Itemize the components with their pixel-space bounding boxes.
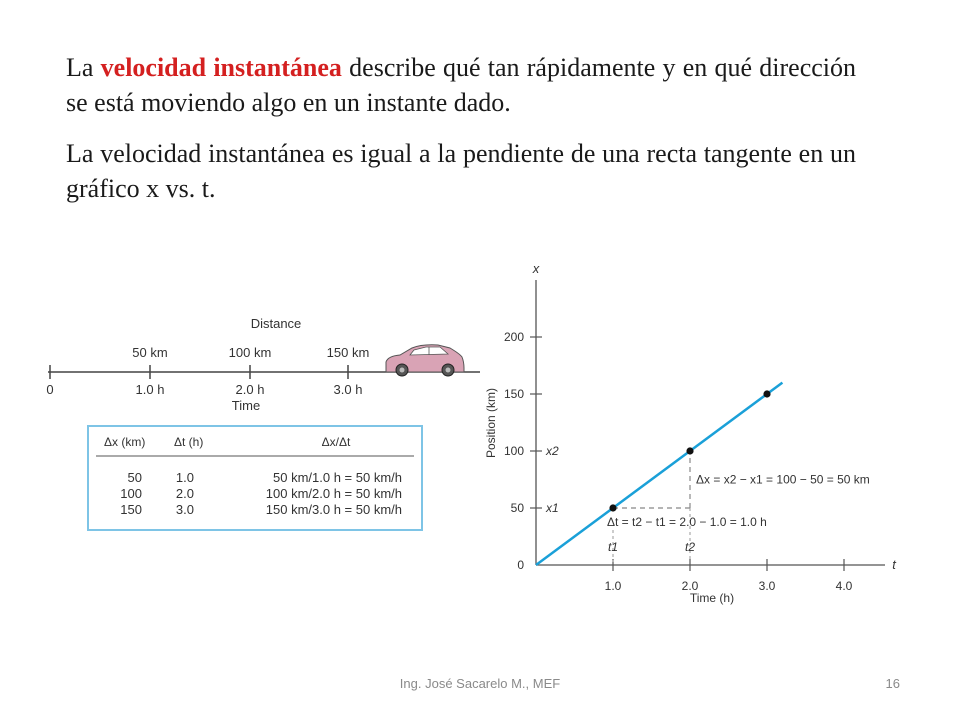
chart-t2-label: t2 — [684, 540, 696, 554]
x-tick-label-3: 4.0 — [835, 579, 853, 593]
chart-y-axis-symbol: x — [532, 261, 540, 276]
table-cell-r3c2: 3.0 — [175, 502, 194, 517]
paragraph1-prefix: La — [66, 53, 101, 82]
y-tick-label-150: 150 — [503, 387, 524, 401]
x-tick-label-1: 2.0 — [681, 579, 699, 593]
table-cell-r1c3: 50 km/1.0 h = 50 km/h — [273, 470, 402, 485]
position-time-chart — [480, 255, 920, 615]
x-tick-label-2: 3.0 — [758, 579, 776, 593]
distance-figure — [30, 310, 510, 610]
footer-author: Ing. José Sacarelo M., MEF — [399, 676, 561, 691]
y-tick-label-100: 100 — [503, 444, 524, 458]
table-header-dx: Δx (km) — [104, 435, 146, 449]
distance-title: Distance — [250, 316, 302, 331]
data-point-3 — [763, 390, 770, 397]
distance-top-label-3: 150 km — [326, 345, 370, 360]
paragraph1-rest: describe qué tan rápidamente y en qué dirección se está moviendo algo en un instante dado. — [66, 53, 857, 117]
y-tick-label-0: 0 — [517, 558, 524, 572]
chart-x-axis-symbol: t — [892, 557, 896, 572]
distance-top-label-2: 100 km — [228, 345, 272, 360]
chart-xlabel: Time (h) — [689, 591, 735, 605]
x-tick-label-0: 1.0 — [604, 579, 622, 593]
page-number: 16 — [885, 676, 900, 691]
distance-axis-label: Time — [231, 398, 261, 413]
table-cell-r3c1: 150 — [120, 502, 142, 517]
chart-dx-annotation: Δx = x2 − x1 = 100 − 50 = 50 km — [696, 472, 870, 487]
chart-t1-label: t1 — [607, 540, 619, 554]
table-cell-r1c2: 1.0 — [175, 470, 194, 485]
chart-dt-annotation: Δt = t2 − t1 = 2.0 − 1.0 = 1.0 h — [607, 515, 767, 529]
chart-x1-label: x1 — [546, 501, 559, 515]
car-icon — [386, 345, 464, 376]
y-tick-label-200: 200 — [503, 330, 524, 344]
table-header-ratio: Δx/Δt — [321, 435, 351, 449]
data-point-1 — [609, 504, 616, 511]
y-tick-label-50: 50 — [510, 501, 524, 515]
table-cell-r2c3: 100 km/2.0 h = 50 km/h — [265, 486, 402, 501]
chart-x2-label: x2 — [546, 444, 559, 458]
chart-ylabel: Position (km) — [484, 387, 498, 459]
data-point-2 — [686, 447, 693, 454]
table-cell-r2c1: 100 — [120, 486, 142, 501]
paragraph-velocidad-definicion — [66, 50, 856, 120]
table-header-dt: Δt (h) — [174, 435, 204, 449]
table-cell-r3c3: 150 km/3.0 h = 50 km/h — [265, 502, 402, 517]
table-cell-r1c1: 50 — [127, 470, 142, 485]
distance-bottom-label-1: 1.0 h — [135, 382, 165, 397]
table-cell-r2c2: 2.0 — [175, 486, 194, 501]
distance-top-label-1: 50 km — [132, 345, 168, 360]
distance-bottom-label-2: 2.0 h — [235, 382, 265, 397]
highlight-term: velocidad instantánea — [100, 53, 342, 82]
paragraph-velocidad-pendiente: La velocidad instantánea es igual a la pendiente de una recta tangente en un gráfico x vs. t. — [66, 139, 856, 203]
distance-bottom-label-3: 3.0 h — [333, 382, 363, 397]
distance-zero-label: 0 — [46, 382, 54, 397]
